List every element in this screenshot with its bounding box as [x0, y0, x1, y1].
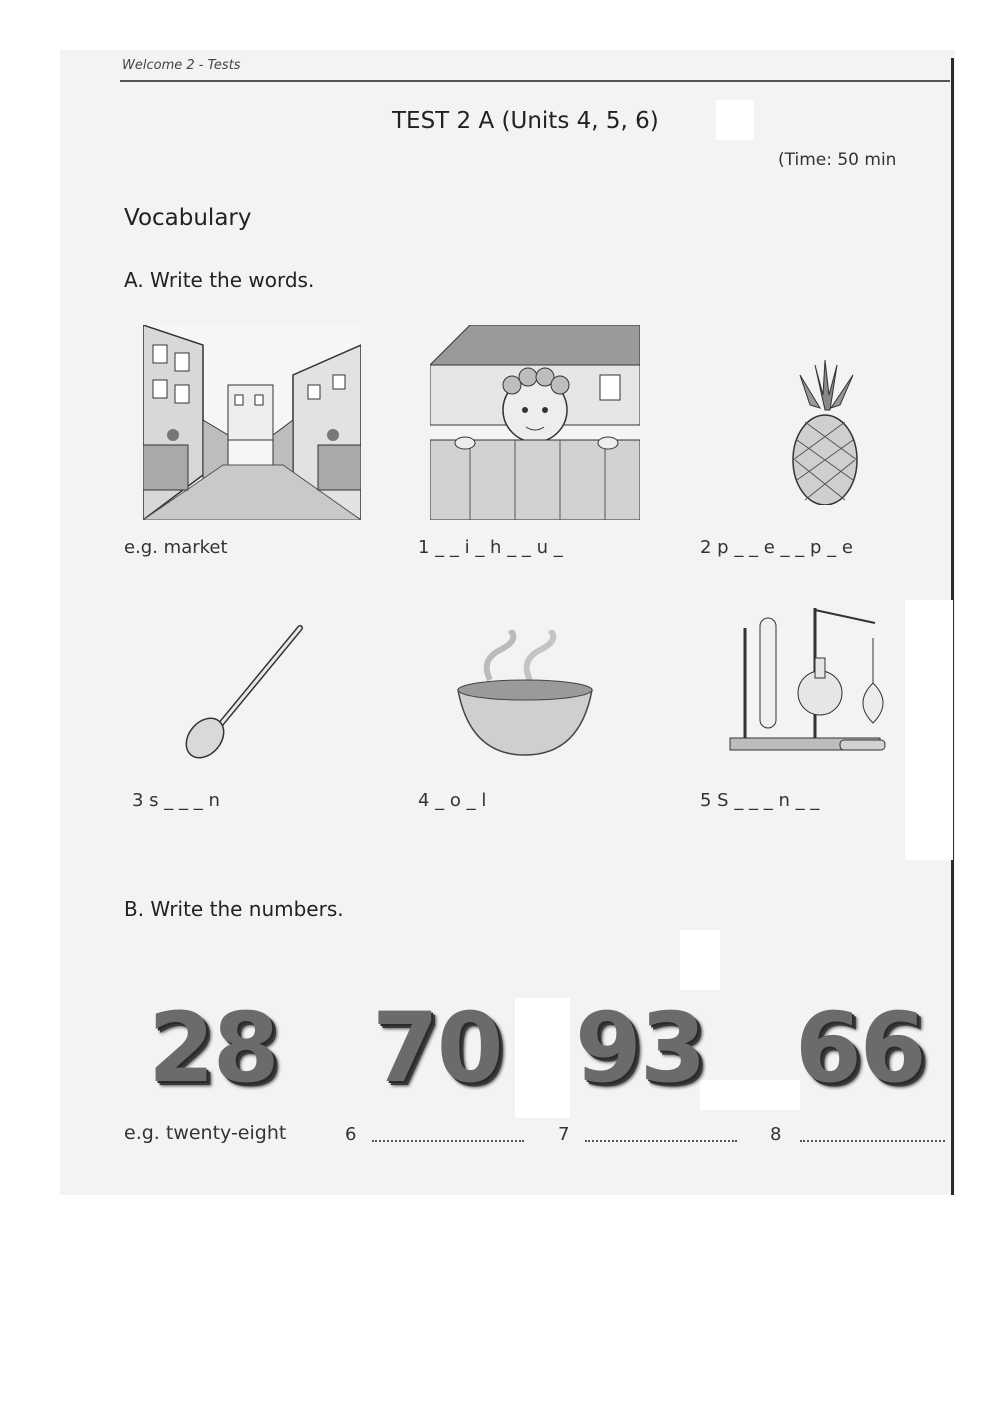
time-limit: (Time: 50 min — [778, 150, 897, 170]
spoon-illustration — [180, 620, 310, 760]
pineapple-illustration — [785, 360, 865, 505]
item-label-1: 1 _ _ i _ h _ _ u _ — [418, 537, 563, 558]
woman-with-curlers-illustration — [430, 325, 640, 520]
scan-white-patch — [905, 600, 953, 860]
item-label-3: 3 s _ _ _ n — [132, 790, 220, 811]
item-label-example: e.g. market — [124, 537, 228, 558]
item-label-5: 5 S _ _ _ n _ _ — [700, 790, 820, 811]
answer-number-7: 7 — [558, 1124, 570, 1145]
market-street-illustration — [143, 325, 361, 520]
answer-line-7[interactable] — [585, 1140, 737, 1142]
number-93: 93 — [575, 992, 705, 1104]
section-heading: Vocabulary — [124, 205, 252, 231]
answer-line-6[interactable] — [372, 1140, 524, 1142]
science-lab-equipment-illustration — [725, 598, 895, 763]
test-title: TEST 2 A (Units 4, 5, 6) — [392, 108, 659, 134]
exercise-a-instruction: A. Write the words. — [124, 268, 315, 292]
example-answer: e.g. twenty-eight — [124, 1122, 287, 1144]
answer-number-8: 8 — [770, 1124, 782, 1145]
scan-white-patch — [680, 930, 720, 990]
scan-white-patch — [515, 998, 570, 1118]
steaming-bowl-illustration — [450, 630, 600, 760]
answer-line-8[interactable] — [800, 1140, 945, 1142]
header-divider — [120, 80, 950, 82]
number-66: 66 — [795, 992, 925, 1104]
item-label-4: 4 _ o _ l — [418, 790, 487, 811]
scan-white-patch — [700, 1080, 800, 1110]
item-label-2: 2 p _ _ e _ _ p _ e — [700, 537, 853, 558]
header-text: Welcome 2 - Tests — [122, 58, 241, 73]
number-70: 70 — [372, 992, 502, 1104]
answer-number-6: 6 — [345, 1124, 357, 1145]
scan-white-patch — [716, 100, 754, 140]
exercise-b-instruction: B. Write the numbers. — [124, 897, 344, 921]
number-28: 28 — [148, 992, 278, 1104]
